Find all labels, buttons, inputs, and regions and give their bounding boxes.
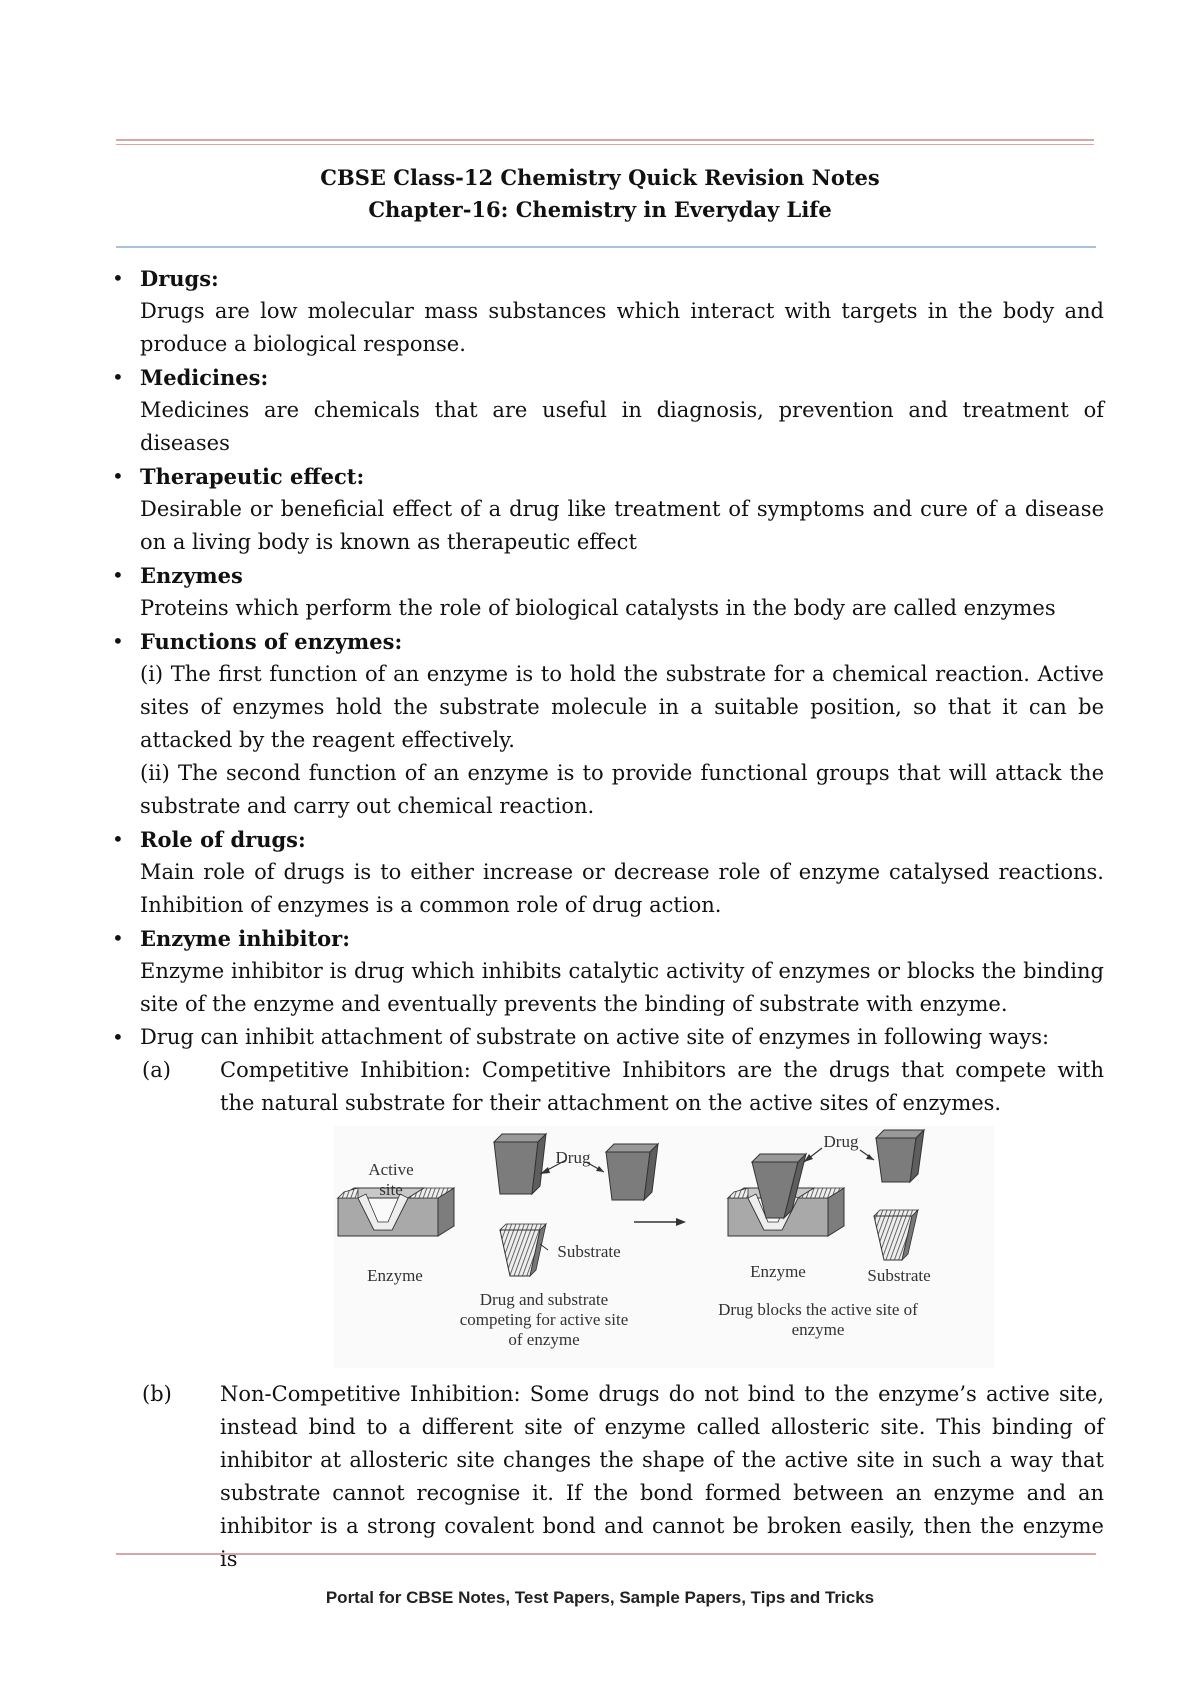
header-rule-top xyxy=(116,139,1094,141)
caption-left: Drug and substrate competing for active site of enzyme xyxy=(459,1290,629,1349)
desc-medicines: Medicines are chemicals that are useful in diagnosis, prevention and treatment of diseases xyxy=(140,398,1104,455)
term-medicines: • Medicines: xyxy=(140,365,269,390)
header-rule-bottom xyxy=(116,246,1096,248)
term-functions-of-enzymes: • Functions of enzymes: xyxy=(140,629,403,654)
drug-left-label: Drug xyxy=(555,1148,591,1167)
note-enzyme-inhibitor xyxy=(108,922,1104,1021)
drug-right-label: Drug xyxy=(823,1132,859,1151)
footer-text: Portal for CBSE Notes, Test Papers, Sample Papers, Tips and Tricks xyxy=(325,1588,875,1607)
note-enzymes xyxy=(108,559,1104,625)
note-functions-of-enzymes xyxy=(108,625,1104,823)
header-rule-top-thin xyxy=(116,144,1094,145)
substrate-mid-shape xyxy=(500,1224,546,1276)
note-drugs xyxy=(108,262,1104,361)
footer-rule xyxy=(116,1553,1096,1555)
substrate-mid-label: Substrate xyxy=(557,1242,621,1261)
drug-block-right xyxy=(876,1130,924,1182)
note-therapeutic-effect xyxy=(108,460,1104,559)
label-a: (a) xyxy=(142,1058,171,1082)
notes-list xyxy=(108,262,1104,1054)
competitive-inhibition-text: Competitive Inhibition: Competitive Inhibitors are the drugs that compete with the natural substrate for their attachment on the active sites of enzymes. xyxy=(220,1058,1104,1115)
enzyme-left-label: Enzyme xyxy=(367,1266,423,1285)
drug-block-left xyxy=(494,1134,546,1194)
term-enzymes: • Enzymes xyxy=(140,563,243,588)
term-role-of-drugs: • Role of drugs: xyxy=(140,827,306,852)
substrate-right-label: Substrate xyxy=(867,1266,931,1285)
term-therapeutic-effect: • Therapeutic effect: xyxy=(140,464,365,489)
function-one: (i) The first function of an enzyme is to hold the substrate for a chemical reaction. Active sites of enzymes hold the substrate molecule in a suitable position, so that it can be attacked by the reagent effectively. xyxy=(140,662,1104,752)
desc-therapeutic-effect: Desirable or beneficial effect of a drug like treatment of symptoms and cure of a disease on a living body is known as therapeutic effect xyxy=(140,497,1104,554)
note-inhibition-ways xyxy=(108,1021,1104,1054)
active-site-label: Active site xyxy=(368,1160,414,1199)
chapter-title: Chapter-16: Chemistry in Everyday Life xyxy=(368,197,832,222)
non-competitive-inhibition xyxy=(108,1378,1104,1576)
page-title: CBSE Class-12 Chemistry Quick Revision Notes xyxy=(320,165,880,190)
competitive-inhibition xyxy=(108,1054,1104,1120)
desc-enzyme-inhibitor: Enzyme inhibitor is drug which inhibits catalytic activity of enzymes or blocks the binding site of the enzyme and eventually prevents the binding of substrate with enzyme. xyxy=(140,959,1104,1016)
drug-block-mid xyxy=(606,1144,658,1200)
reaction-arrowhead xyxy=(676,1218,686,1226)
label-b: (b) xyxy=(142,1382,172,1406)
function-two: (ii) The second function of an enzyme is to provide functional groups that will attack the substrate and carry out chemical reaction. xyxy=(140,761,1104,818)
competitive-inhibition-figure xyxy=(334,1126,994,1368)
desc-role-of-drugs: Main role of drugs is to either increase or decrease role of enzyme catalysed reactions. Inhibition of enzymes is a common role of drug action. xyxy=(140,860,1104,917)
note-medicines xyxy=(108,361,1104,460)
notes-content xyxy=(108,262,1104,1576)
caption-right: Drug blocks the active site of enzyme xyxy=(718,1300,918,1339)
substrate-right-shape xyxy=(874,1210,918,1260)
ways-intro: • Drug can inhibit attachment of substrate on active site of enzymes in following ways: xyxy=(140,1025,1050,1049)
term-enzyme-inhibitor: • Enzyme inhibitor: xyxy=(140,926,350,951)
note-role-of-drugs xyxy=(108,823,1104,922)
enzyme-right-label: Enzyme xyxy=(750,1262,806,1281)
term-drugs: • Drugs: xyxy=(140,266,219,291)
desc-drugs: Drugs are low molecular mass substances which interact with targets in the body and produce a biological response. xyxy=(140,299,1104,356)
non-competitive-inhibition-text: Non-Competitive Inhibition: Some drugs do not bind to the enzyme’s active site, instead bind to a different site of enzyme called allosteric site. This binding of inhibitor at allosteric site changes the shape of the active site in such a way that substrate cannot recognise it. If the bond formed between an enzyme and an inhibitor is a strong covalent bond and cannot be broken easily, then the enzyme is xyxy=(220,1382,1104,1571)
desc-enzymes: Proteins which perform the role of biological catalysts in the body are called enzymes xyxy=(140,596,1056,620)
